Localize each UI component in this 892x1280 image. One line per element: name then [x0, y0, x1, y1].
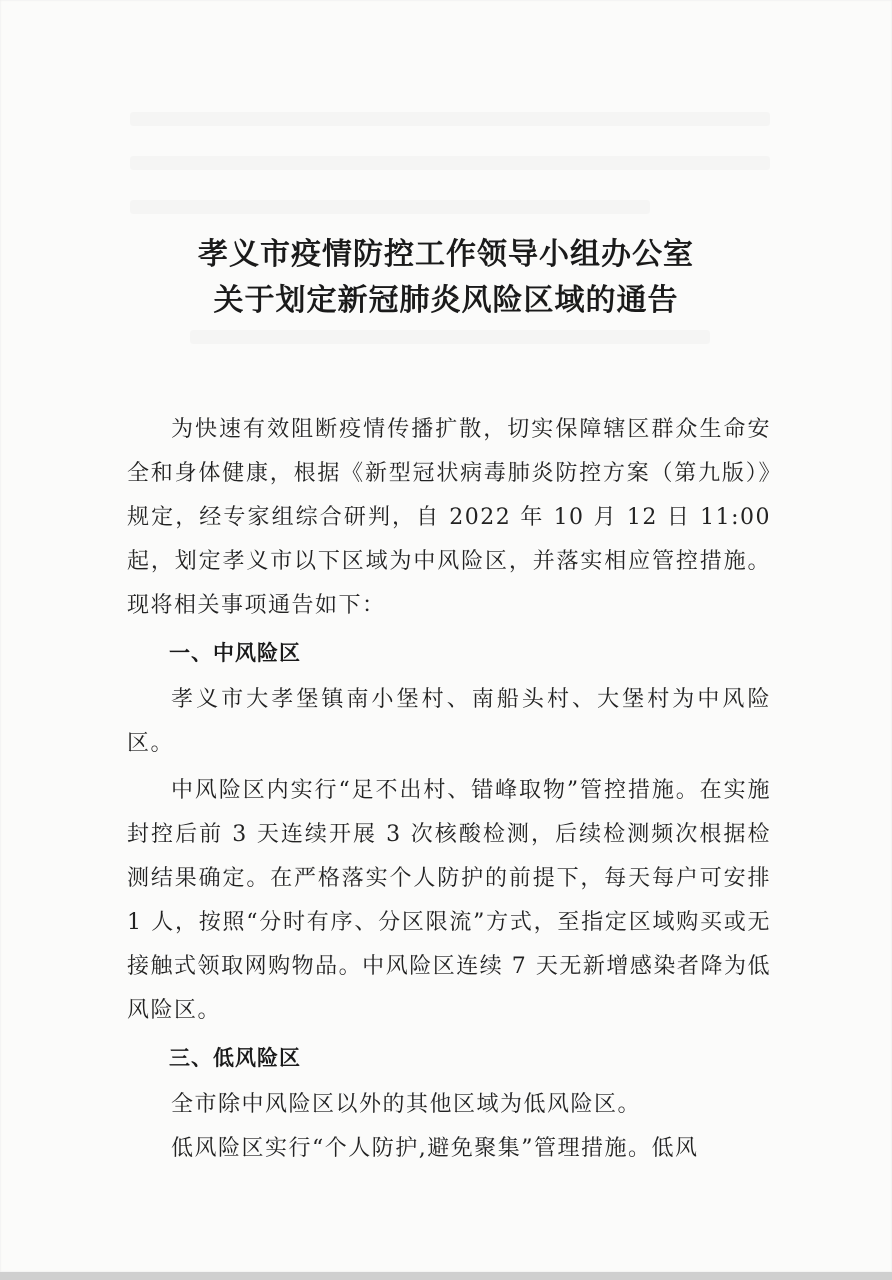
low-risk-area-paragraph: 全市除中风险区以外的其他区域为低风险区。: [171, 1092, 642, 1117]
title-line-1: 孝义市疫情防控工作领导小组办公室: [198, 237, 694, 272]
low-risk-heading: 三、低风险区: [169, 1046, 301, 1070]
bleed-through-mark: [190, 330, 710, 344]
bleed-through-mark: [130, 156, 770, 170]
medium-risk-measures-paragraph: 中风险区内实行“足不出村、错峰取物”管控措施。在实施封控后前 3 天连续开展 3 次核酸检测，后续检测频次根据检测结果确定。在严格落实个人防护的前提下，每天每户可安排 1 人，按照“分时有序、分区限流”方式，至指定区域购买或无接触式领取网购物品。中风险区连续 7 天无新增感染者降为低风险区。: [127, 778, 771, 1023]
medium-risk-area-paragraph: 孝义市大孝堡镇南小堡村、南船头村、大堡村为中风险区。: [127, 687, 771, 756]
medium-risk-heading: 一、中风险区: [169, 641, 301, 665]
scan-bottom-edge: [0, 1272, 892, 1280]
intro-paragraph: 为快速有效阻断疫情传播扩散，切实保障辖区群众生命安全和身体健康，根据《新型冠状病毒肺炎防控方案（第九版）》规定，经专家组综合研判，自 2022 年 10 月 12 日 11:00 起，划定孝义市以下区域为中风险区，并落实相应管控措施。现将相关事项通告如下：: [127, 417, 771, 618]
low-risk-measures-paragraph: 低风险区实行“个人防护,避免聚集”管理措施。低风: [171, 1136, 699, 1161]
document-title: [0, 232, 892, 324]
bleed-through-mark: [130, 200, 650, 214]
document-body: [127, 408, 771, 1171]
title-line-2: 关于划定新冠肺炎风险区域的通告: [213, 283, 679, 318]
bleed-through-mark: [130, 112, 770, 126]
